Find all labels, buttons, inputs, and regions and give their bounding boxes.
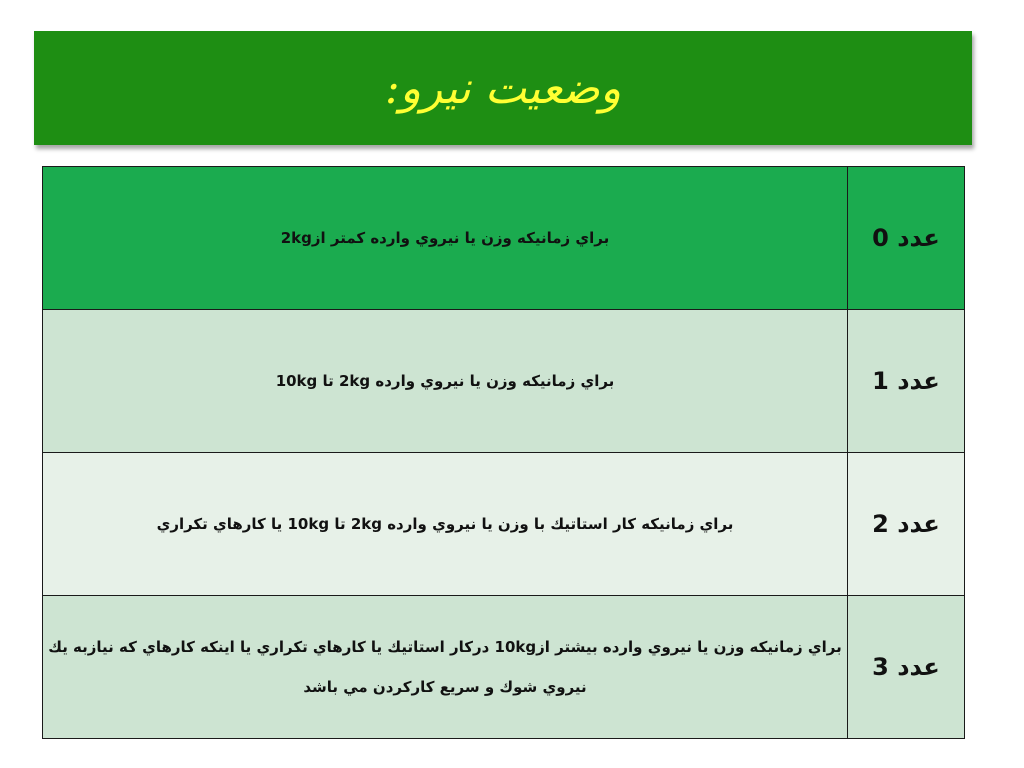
row-label: عدد 1 [848, 310, 965, 453]
row-description: براي زمانيكه كار استاتيك با وزن يا نيروي وارده 2kg تا 10kg يا كارهاي تكراري [43, 453, 848, 596]
row-label: عدد 3 [848, 596, 965, 739]
table-row [43, 167, 965, 310]
force-status-table [42, 166, 965, 739]
row-description: براي زمانيكه وزن يا نيروي وارده بيشتر از10kg دركار استاتيك يا كارهاي تكراري يا اينكه كارهاي كه نيازبه يك نيروي شوك و سريع كاركردن مي باشد [43, 596, 848, 739]
row-label: عدد 0 [848, 167, 965, 310]
table-row [43, 310, 965, 453]
table-row [43, 453, 965, 596]
title-banner [34, 31, 972, 145]
table-row [43, 596, 965, 739]
row-description: براي زمانيكه وزن يا نيروي وارده كمتر از2kg [43, 167, 848, 310]
row-description: براي زمانيكه وزن يا نيروي وارده 2kg تا 10kg [43, 310, 848, 453]
row-label: عدد 2 [848, 453, 965, 596]
slide-title: وضعيت نيرو: [384, 62, 622, 114]
